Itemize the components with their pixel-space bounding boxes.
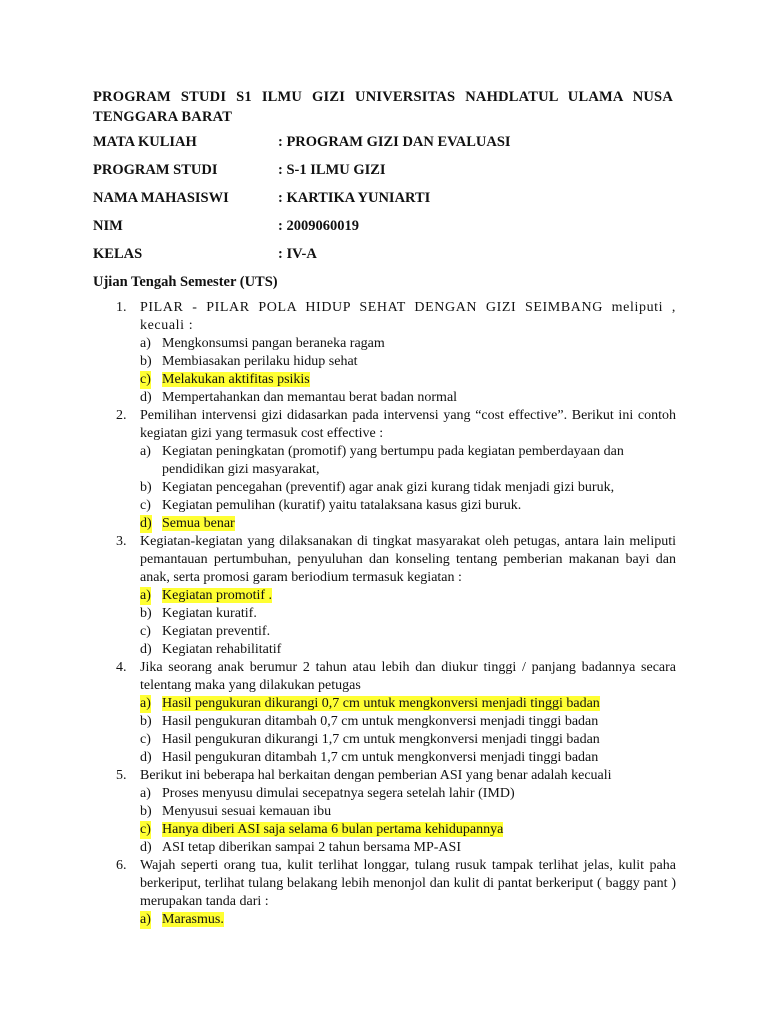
info-value: : S-1 ILMU GIZI — [278, 162, 386, 178]
option-a — [140, 695, 676, 713]
option-text: Menyusui sesuai kemauan ibu — [162, 804, 332, 819]
info-value: : KARTIKA YUNIARTI — [278, 190, 431, 206]
option-a — [140, 443, 676, 479]
info-row-kelas — [93, 244, 673, 264]
option-d — [140, 515, 676, 533]
info-label: PROGRAM STUDI — [93, 162, 218, 178]
option-list — [140, 785, 676, 857]
option-text: Proses menyusu dimulai secepatnya segera setelah lahir (IMD) — [162, 786, 515, 801]
option-letter: d) — [140, 642, 152, 657]
question-3 — [116, 533, 676, 659]
question-1 — [116, 299, 676, 407]
option-b — [140, 605, 676, 623]
option-letter: a) — [140, 444, 151, 459]
option-letter: b) — [140, 714, 152, 729]
info-row-program-studi — [93, 160, 673, 180]
option-letter: d) — [140, 390, 152, 405]
option-text: Mempertahankan dan memantau berat badan normal — [162, 390, 458, 405]
option-c — [140, 371, 676, 389]
option-letter: d) — [140, 750, 152, 765]
option-b — [140, 713, 676, 731]
info-label: MATA KULIAH — [93, 134, 197, 150]
option-a — [140, 785, 676, 803]
option-d — [140, 641, 676, 659]
info-label: KELAS — [93, 246, 143, 262]
question-text: PILAR - PILAR POLA HIDUP SEHAT DENGAN GIZI SEIMBANG meliputi , kecuali : — [140, 300, 676, 333]
option-letter: c) — [140, 372, 151, 387]
question-text: Pemilihan intervensi gizi didasarkan pada intervensi yang “cost effective”. Berikut ini contoh kegiatan gizi yang termasuk cost effective : — [140, 408, 676, 441]
question-number: 4. — [116, 660, 127, 675]
info-row-mata-kuliah — [93, 132, 673, 152]
option-text-highlighted: Hanya diberi ASI saja selama 6 bulan pertama kehidupannya — [162, 822, 504, 837]
info-value: : 2009060019 — [278, 218, 359, 234]
option-letter: d) — [140, 516, 152, 531]
question-text: Berikut ini beberapa hal berkaitan dengan pemberian ASI yang benar adalah kecuali — [140, 768, 612, 783]
option-text: Kegiatan preventif. — [162, 624, 271, 639]
info-row-nama-mahasiswi — [93, 188, 673, 208]
option-letter: a) — [140, 786, 151, 801]
info-value: : PROGRAM GIZI DAN EVALUASI — [278, 134, 511, 150]
option-list — [140, 911, 676, 929]
info-label: NAMA MAHASISWI — [93, 190, 229, 206]
question-4 — [116, 659, 676, 767]
question-number: 6. — [116, 858, 127, 873]
option-d — [140, 839, 676, 857]
option-d — [140, 389, 676, 407]
info-value: : IV-A — [278, 246, 317, 262]
option-letter: b) — [140, 606, 152, 621]
option-letter: a) — [140, 588, 151, 603]
question-text: Jika seorang anak berumur 2 tahun atau lebih dan diukur tinggi / panjang badannya secara telentang maka yang dilakukan petugas — [140, 660, 676, 693]
option-text: Kegiatan rehabilitatif — [162, 642, 282, 657]
option-letter: c) — [140, 732, 151, 747]
option-list — [140, 695, 676, 767]
option-a — [140, 335, 676, 353]
option-text-highlighted: Semua benar — [162, 516, 235, 531]
option-letter: c) — [140, 624, 151, 639]
info-label: NIM — [93, 218, 123, 234]
option-text: Mengkonsumsi pangan beraneka ragam — [162, 336, 385, 351]
option-a — [140, 587, 676, 605]
option-text: Kegiatan kuratif. — [162, 606, 257, 621]
option-letter: b) — [140, 480, 152, 495]
question-6 — [116, 857, 676, 929]
option-text: ASI tetap diberikan sampai 2 tahun bersama MP-ASI — [162, 840, 461, 855]
document-title: PROGRAM STUDI S1 ILMU GIZI UNIVERSITAS NAHDLATUL ULAMA NUSA TENGGARA BARAT — [93, 89, 673, 125]
option-text: Kegiatan pemulihan (kuratif) yaitu tatalaksana kasus gizi buruk. — [162, 498, 522, 513]
question-2 — [116, 407, 676, 533]
option-list — [140, 587, 676, 659]
option-text: Kegiatan pencegahan (preventif) agar anak gizi kurang tidak menjadi gizi buruk, — [162, 480, 615, 495]
option-c — [140, 623, 676, 641]
option-c — [140, 821, 676, 839]
option-letter: b) — [140, 354, 152, 369]
option-letter: a) — [140, 336, 151, 351]
option-text-highlighted: Marasmus. — [162, 912, 224, 927]
option-list — [140, 335, 676, 407]
exam-title: Ujian Tengah Semester (UTS) — [93, 274, 278, 290]
option-text-highlighted: Hasil pengukuran dikurangi 0,7 cm untuk mengkonversi menjadi tinggi badan — [162, 696, 600, 711]
option-b — [140, 479, 676, 497]
option-d — [140, 749, 676, 767]
option-text-highlighted: Melakukan aktifitas psikis — [162, 372, 310, 387]
option-text: Hasil pengukuran ditambah 0,7 cm untuk mengkonversi menjadi tinggi badan — [162, 714, 599, 729]
option-text: Hasil pengukuran ditambah 1,7 cm untuk mengkonversi menjadi tinggi badan — [162, 750, 599, 765]
option-a — [140, 911, 676, 929]
option-letter: d) — [140, 840, 152, 855]
option-letter: a) — [140, 696, 151, 711]
option-text: Kegiatan peningkatan (promotif) yang bertumpu pada kegiatan pemberdayaan dan pendidikan gizi masyarakat, — [162, 444, 624, 477]
info-row-nim — [93, 216, 673, 236]
option-b — [140, 803, 676, 821]
question-number: 1. — [116, 300, 127, 315]
option-c — [140, 497, 676, 515]
option-text: Hasil pengukuran dikurangi 1,7 cm untuk mengkonversi menjadi tinggi badan — [162, 732, 600, 747]
option-list — [140, 443, 676, 533]
option-letter: b) — [140, 804, 152, 819]
question-number: 2. — [116, 408, 127, 423]
option-letter: c) — [140, 822, 151, 837]
option-text-highlighted: Kegiatan promotif . — [162, 588, 273, 603]
option-b — [140, 353, 676, 371]
question-text: Wajah seperti orang tua, kulit terlihat longgar, tulang rusuk tampak terlihat jelas, kulit paha berkeriput, terlihat tulang belakang lebih menonjol dan kulit di pantat berkeriput ( baggy pant ) merupakan tanda dari : — [140, 858, 676, 909]
option-c — [140, 731, 676, 749]
question-number: 3. — [116, 534, 127, 549]
option-text: Membiasakan perilaku hidup sehat — [162, 354, 358, 369]
question-number: 5. — [116, 768, 127, 783]
option-letter: a) — [140, 912, 151, 927]
question-5 — [116, 767, 676, 857]
question-text: Kegiatan-kegiatan yang dilaksanakan di tingkat masyarakat oleh petugas, antara lain meliputi pemantauan pertumbuhan, penyuluhan dan konseling tentang pemberian makanan bayi dan anak, serta promosi garam beriodium termasuk kegiatan : — [140, 534, 676, 585]
question-list — [116, 299, 676, 929]
option-letter: c) — [140, 498, 151, 513]
